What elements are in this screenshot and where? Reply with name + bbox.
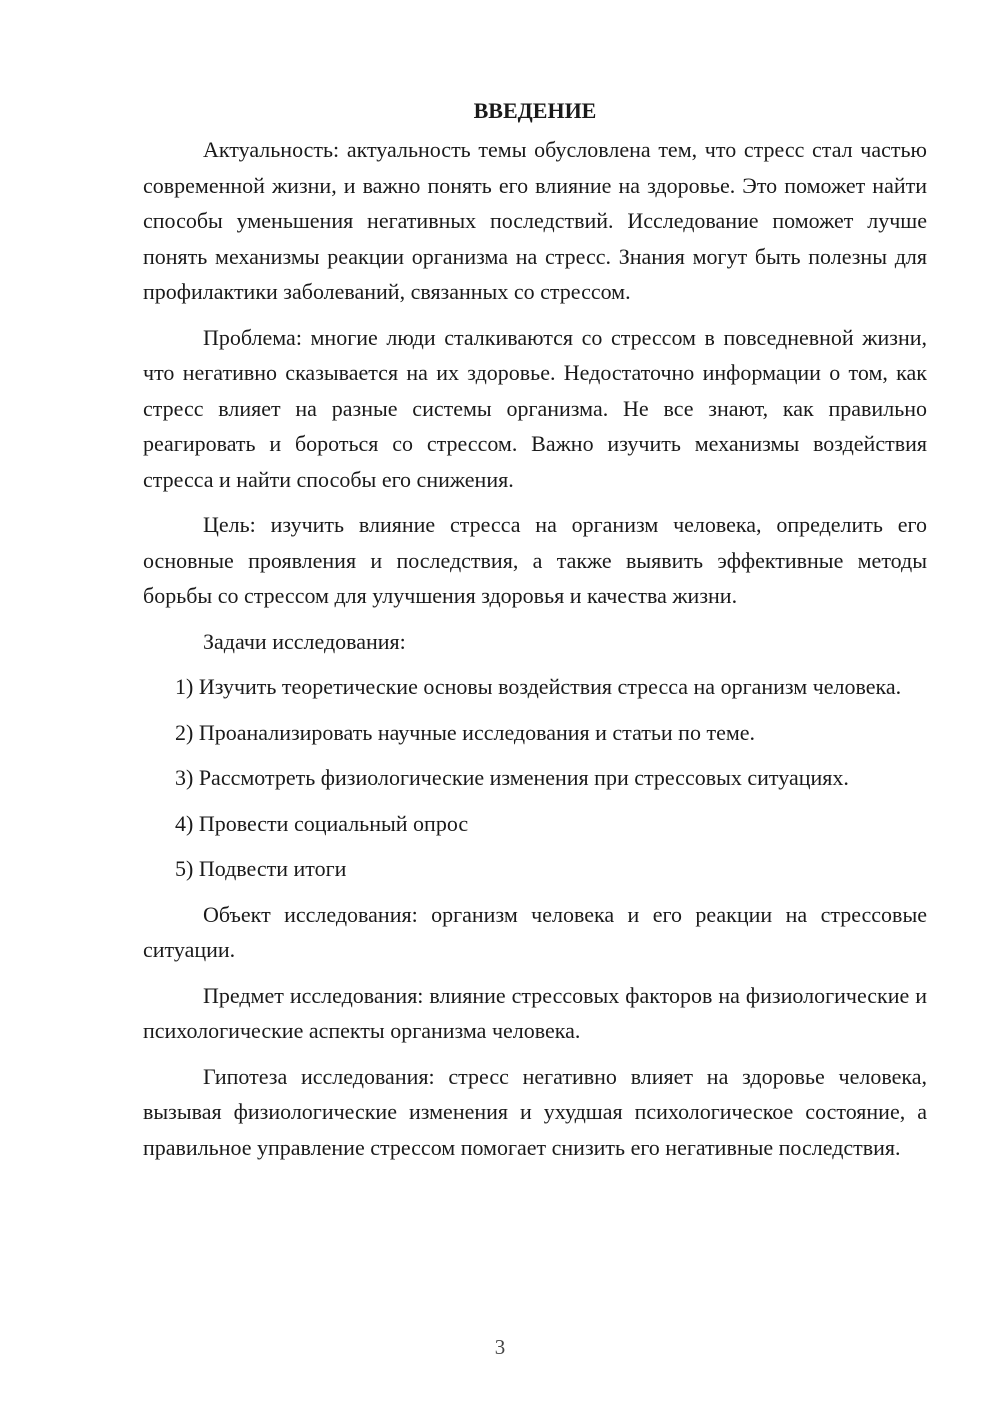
paragraph-relevance: Актуальность: актуальность темы обусловлена тем, что стресс стал частью современной жизни, и важно понять его влияние на здоровье. Это поможет найти способы уменьшения негативных последствий. Исследование поможет лучше понять механизмы реакции организма на стресс. Знания могут быть полезны для профилактики заболеваний, связанных со стрессом. [143, 137, 927, 304]
section-heading: ВВЕДЕНИЕ [473, 98, 597, 123]
page-number: 3 [494, 1335, 506, 1359]
paragraph-problem: Проблема: многие люди сталкиваются со стрессом в повседневной жизни, что негативно сказывается на их здоровье. Недостаточно информации о том, как стресс влияет на разные системы организма. Не все знают, как правильно реагировать и бороться со стрессом. Важно изучить механизмы воздействия стресса и найти способы его снижения. [143, 324, 927, 492]
page-content [143, 96, 927, 1165]
paragraph-goal: Цель: изучить влияние стресса на организм человека, определить его основные проявления и последствия, а также выявить эффективные методы борьбы со стрессом для улучшения здоровья и качества жизни. [143, 512, 927, 608]
paragraph-hypothesis: Гипотеза исследования: стресс негативно влияет на здоровье человека, вызывая физиологические изменения и ухудшая психологическое состояние, а правильное управление стрессом помогает снизить его негативные последствия. [143, 1063, 927, 1160]
task-item: 2) Проанализировать научные исследования и статьи по теме. [175, 719, 756, 745]
task-item: 1) Изучить теоретические основы воздействия стресса на организм человека. [175, 674, 902, 699]
paragraph-tasks-intro: Задачи исследования: [203, 628, 406, 654]
paragraph-object: Объект исследования: организм человека и его реакции на стрессовые ситуации. [143, 901, 927, 962]
task-item: 3) Рассмотреть физиологические изменения при стрессовых ситуациях. [175, 765, 849, 790]
task-item: 4) Провести социальный опрос [175, 810, 469, 836]
paragraph-subject: Предмет исследования: влияние стрессовых факторов на физиологические и психологические аспекты организма человека. [143, 982, 927, 1043]
task-item: 5) Подвести итоги [175, 856, 347, 881]
